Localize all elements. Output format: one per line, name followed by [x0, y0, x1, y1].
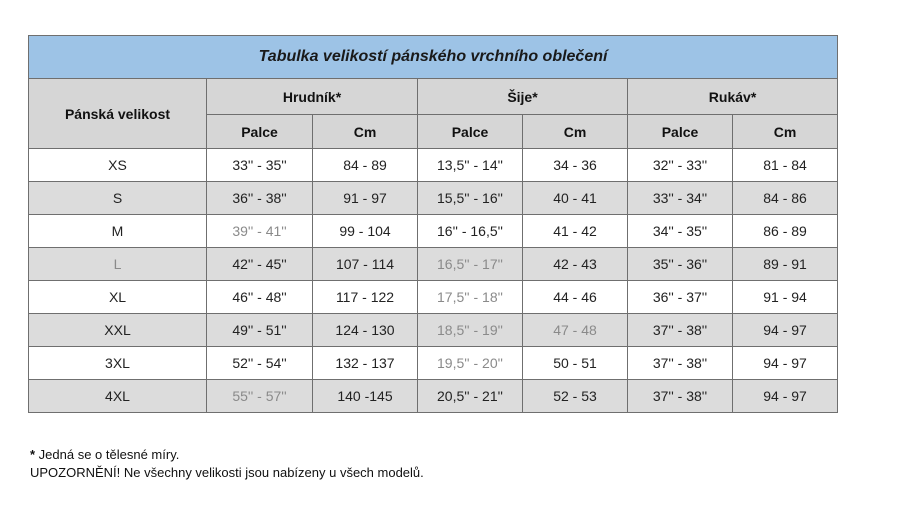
value-cell: 107 - 114 [313, 248, 418, 281]
value-cell: 35'' - 36'' [628, 248, 733, 281]
footnote-line [30, 446, 424, 464]
size-column-header: Pánská velikost [29, 79, 207, 149]
value-cell: 84 - 89 [313, 149, 418, 182]
value-cell: 33'' - 35'' [207, 149, 313, 182]
unit-header-cm: Cm [313, 115, 418, 149]
value-cell: 32'' - 33'' [628, 149, 733, 182]
unit-header-cm: Cm [733, 115, 838, 149]
value-cell: 46'' - 48'' [207, 281, 313, 314]
value-cell: 39'' - 41'' [207, 215, 313, 248]
value-cell: 94 - 97 [733, 314, 838, 347]
table-row [29, 314, 838, 347]
footnote-asterisk: * [30, 447, 36, 462]
value-cell: 47 - 48 [523, 314, 628, 347]
value-cell: 55'' - 57'' [207, 380, 313, 413]
value-cell: 86 - 89 [733, 215, 838, 248]
neck-group-header: Šije* [418, 79, 628, 115]
table-row [29, 215, 838, 248]
value-cell: 49'' - 51'' [207, 314, 313, 347]
unit-header-inches: Palce [207, 115, 313, 149]
size-cell: XS [29, 149, 207, 182]
value-cell: 36'' - 37'' [628, 281, 733, 314]
size-cell: XXL [29, 314, 207, 347]
table-row [29, 281, 838, 314]
table-row [29, 248, 838, 281]
unit-header-cm: Cm [523, 115, 628, 149]
value-cell: 99 - 104 [313, 215, 418, 248]
table-title: Tabulka velikostí pánského vrchního oblečení [29, 36, 838, 79]
table-row [29, 182, 838, 215]
value-cell: 34'' - 35'' [628, 215, 733, 248]
value-cell: 89 - 91 [733, 248, 838, 281]
unit-header-inches: Palce [418, 115, 523, 149]
value-cell: 52 - 53 [523, 380, 628, 413]
value-cell: 117 - 122 [313, 281, 418, 314]
chest-group-header: Hrudník* [207, 79, 418, 115]
value-cell: 132 - 137 [313, 347, 418, 380]
table-row [29, 347, 838, 380]
value-cell: 124 - 130 [313, 314, 418, 347]
value-cell: 81 - 84 [733, 149, 838, 182]
value-cell: 13,5'' - 14'' [418, 149, 523, 182]
value-cell: 40 - 41 [523, 182, 628, 215]
value-cell: 94 - 97 [733, 347, 838, 380]
value-cell: 91 - 94 [733, 281, 838, 314]
value-cell: 37'' - 38'' [628, 347, 733, 380]
value-cell: 34 - 36 [523, 149, 628, 182]
value-cell: 41 - 42 [523, 215, 628, 248]
value-cell: 16,5'' - 17'' [418, 248, 523, 281]
size-cell: 3XL [29, 347, 207, 380]
size-cell: L [29, 248, 207, 281]
size-cell: XL [29, 281, 207, 314]
value-cell: 17,5'' - 18'' [418, 281, 523, 314]
availability-warning: UPOZORNĚNÍ! Ne všechny velikosti jsou nabízeny u všech modelů. [30, 465, 424, 480]
size-chart-table [28, 35, 838, 413]
value-cell: 37'' - 38'' [628, 380, 733, 413]
value-cell: 20,5'' - 21'' [418, 380, 523, 413]
value-cell: 37'' - 38'' [628, 314, 733, 347]
value-cell: 84 - 86 [733, 182, 838, 215]
value-cell: 44 - 46 [523, 281, 628, 314]
value-cell: 94 - 97 [733, 380, 838, 413]
value-cell: 91 - 97 [313, 182, 418, 215]
unit-header-inches: Palce [628, 115, 733, 149]
value-cell: 52'' - 54'' [207, 347, 313, 380]
value-cell: 42'' - 45'' [207, 248, 313, 281]
sleeve-group-header: Rukáv* [628, 79, 838, 115]
value-cell: 42 - 43 [523, 248, 628, 281]
table-row [29, 149, 838, 182]
value-cell: 33'' - 34'' [628, 182, 733, 215]
footnote-text: Jedná se o tělesné míry. [35, 447, 180, 462]
value-cell: 18,5'' - 19'' [418, 314, 523, 347]
size-cell: 4XL [29, 380, 207, 413]
size-cell: M [29, 215, 207, 248]
table-row [29, 380, 838, 413]
footnotes [30, 446, 424, 482]
value-cell: 16'' - 16,5'' [418, 215, 523, 248]
value-cell: 15,5'' - 16'' [418, 182, 523, 215]
size-cell: S [29, 182, 207, 215]
value-cell: 50 - 51 [523, 347, 628, 380]
value-cell: 19,5'' - 20'' [418, 347, 523, 380]
value-cell: 36'' - 38'' [207, 182, 313, 215]
value-cell: 140 -145 [313, 380, 418, 413]
